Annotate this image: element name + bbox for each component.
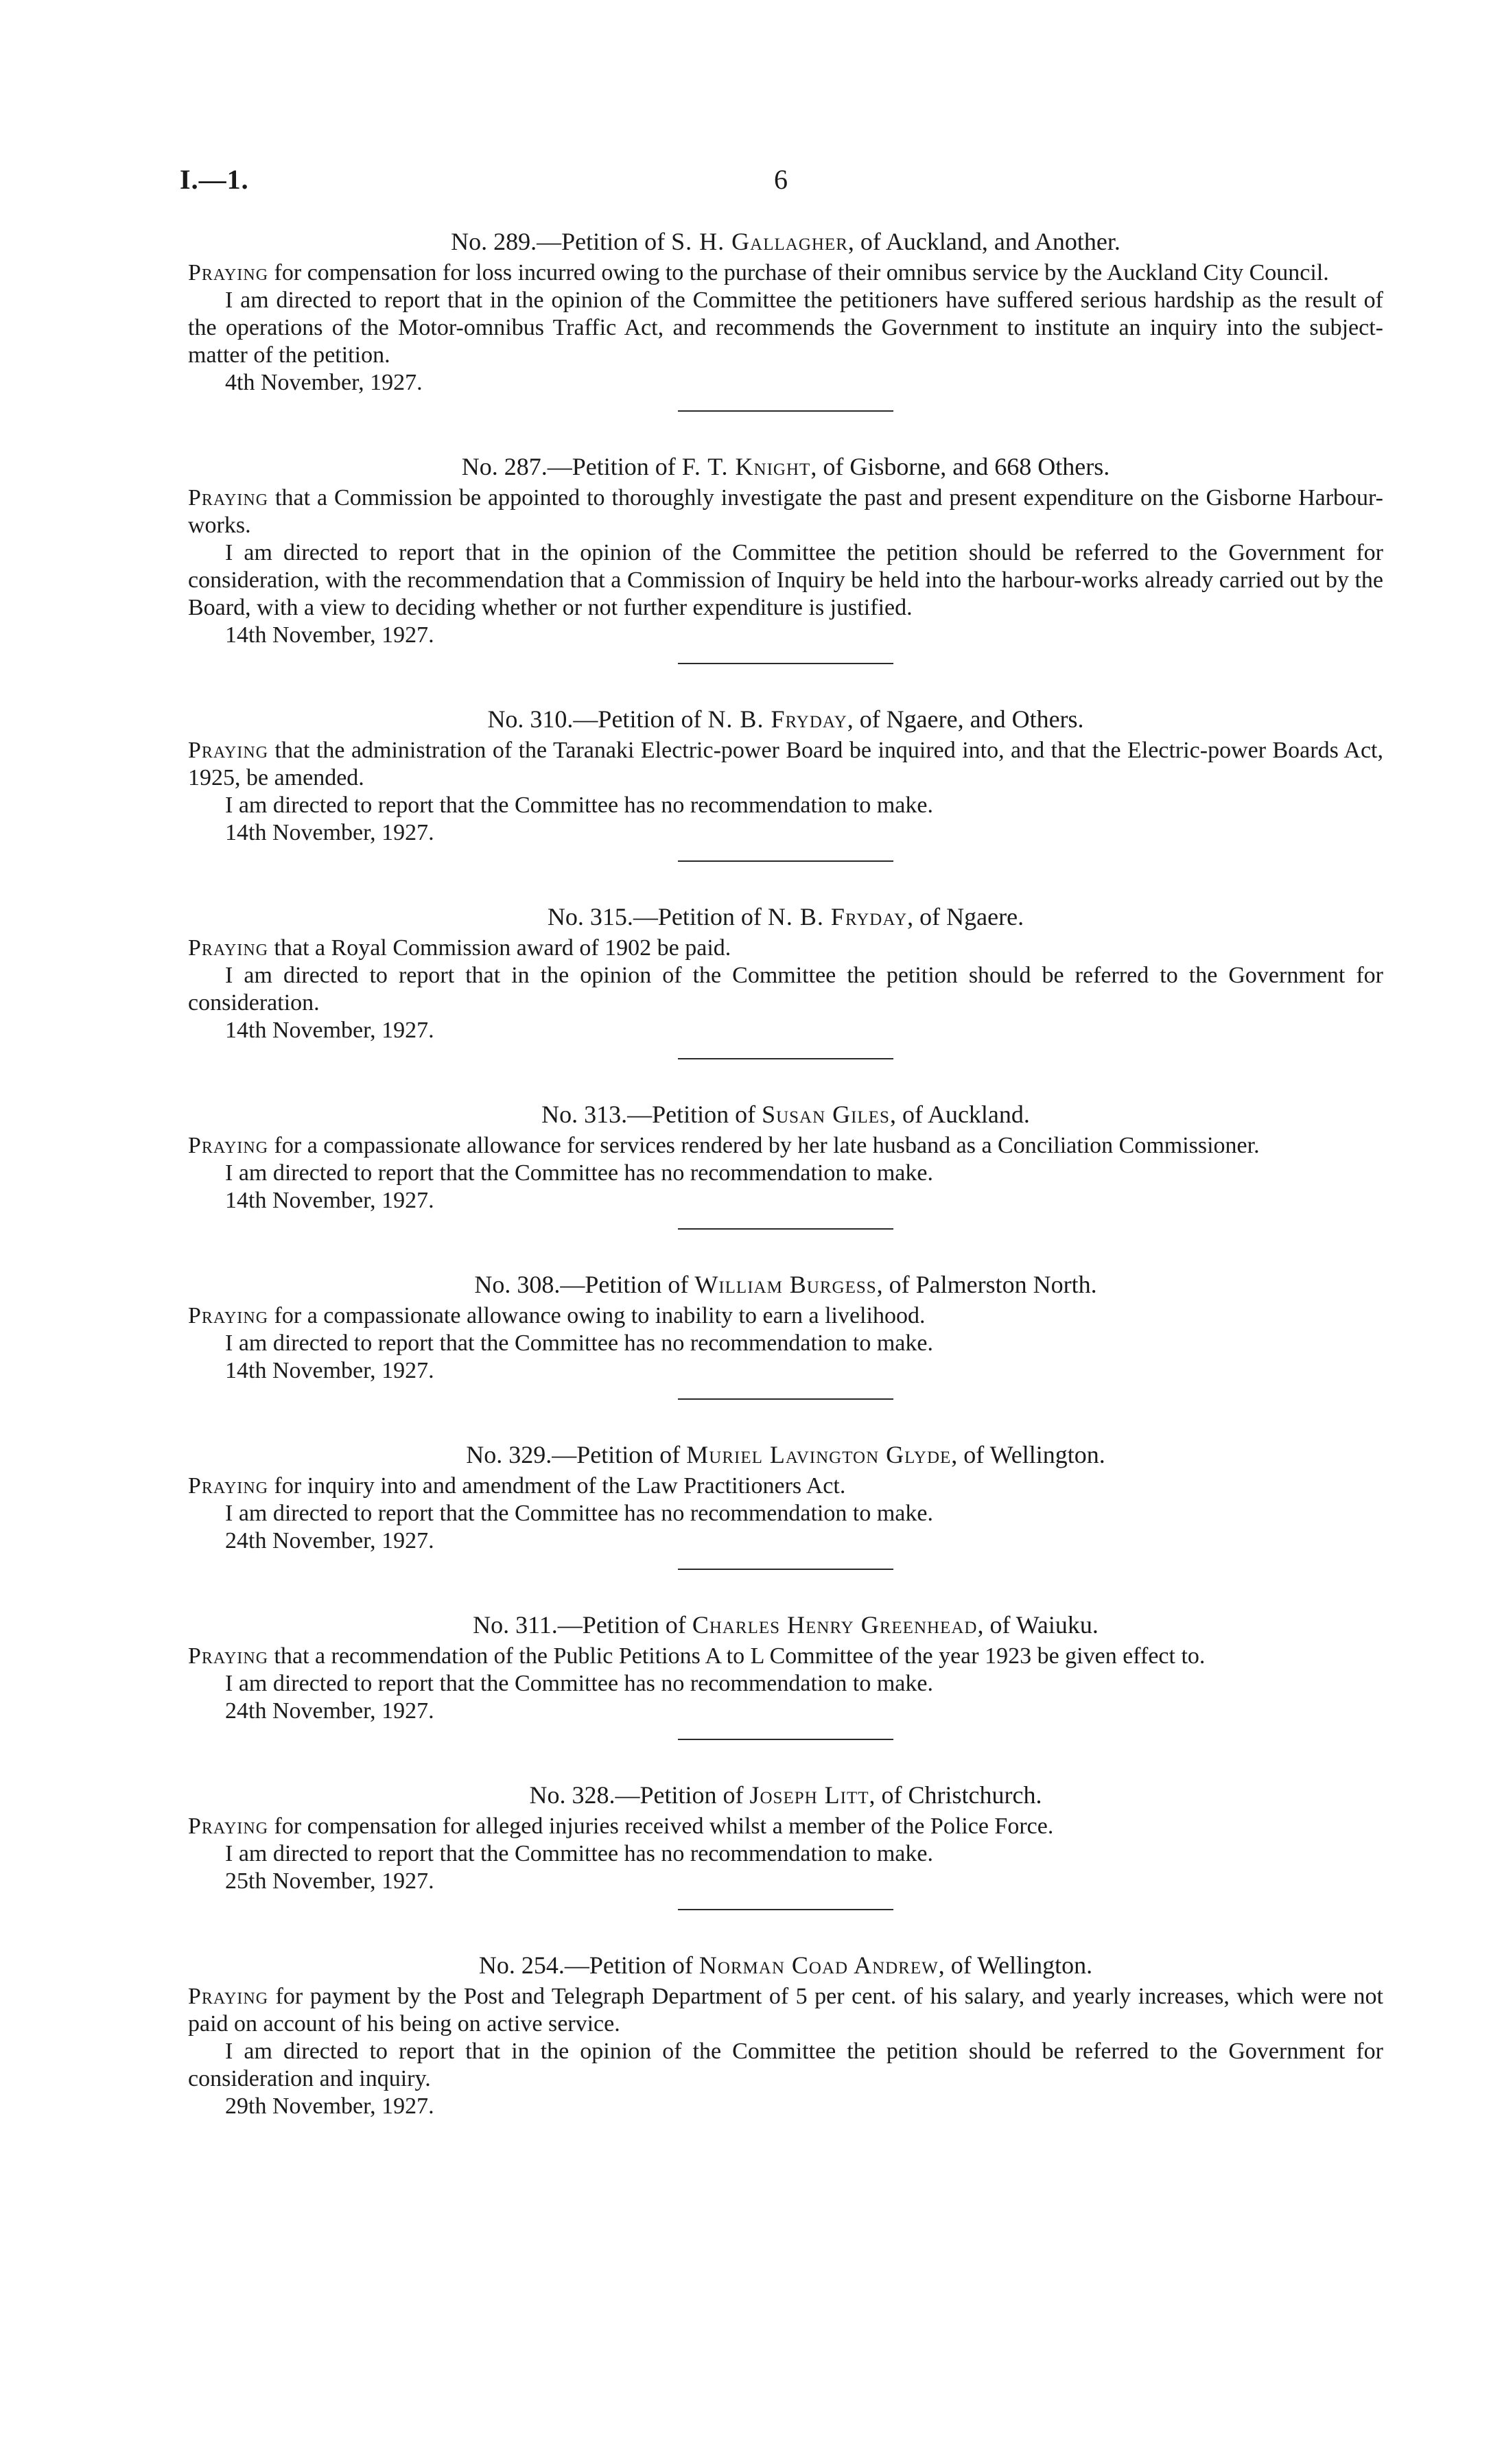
petition-title: No. 328.—Petition of Joseph Litt, of Christchurch. xyxy=(529,1781,1042,1809)
petition-287 xyxy=(188,451,1383,649)
report-date: 14th November, 1927. xyxy=(225,622,434,648)
praying-label: Praying xyxy=(188,738,269,763)
petition-254 xyxy=(188,1950,1383,2120)
report-date: 14th November, 1927. xyxy=(225,1018,434,1043)
petitioner-name: N. B. Fryday xyxy=(707,705,847,733)
petitioner-name: Norman Coad Andrew xyxy=(698,1951,939,1979)
praying-paragraph: Praying for inquiry into and amendment of the Law Practitioners Act. xyxy=(188,1473,846,1499)
committee-report: I am directed to report that the Committee has no recommendation to make. xyxy=(225,1671,933,1696)
petitioner-name: Joseph Litt xyxy=(749,1781,869,1809)
report-date: 24th November, 1927. xyxy=(225,1698,434,1724)
praying-label: Praying xyxy=(188,1643,269,1669)
petition-title: No. 315.—Petition of N. B. Fryday, of Ngaere. xyxy=(547,903,1024,930)
page-header xyxy=(180,163,1387,204)
praying-label: Praying xyxy=(188,1303,269,1328)
praying-paragraph: Praying for payment by the Post and Telegraph Department of 5 per cent. of his salary, and yearly increases, which were not paid on account of his being on active service. xyxy=(188,1984,1383,2037)
petition-title: No. 254.—Petition of Norman Coad Andrew, of Wellington. xyxy=(478,1951,1093,1979)
report-date: 14th November, 1927. xyxy=(225,1358,434,1383)
petitioner-name: Susan Giles xyxy=(762,1101,890,1128)
petitioner-name: S. H. Gallagher xyxy=(671,228,848,255)
committee-report: I am directed to report that in the opinion of the Committee the petition should be referred to the Government for consideration, with the recommendation that a Commission of Inquiry be held into the harbour-works already carried out by the Board, with a view to deciding whether or not further expenditure is justified. xyxy=(188,540,1383,620)
petitioner-name: Muriel Lavington Glyde xyxy=(686,1441,952,1468)
section-divider xyxy=(678,1739,893,1740)
committee-report: I am directed to report that the Committee has no recommendation to make. xyxy=(225,793,933,818)
report-date: 14th November, 1927. xyxy=(225,1188,434,1213)
praying-paragraph: Praying that the administration of the Taranaki Electric-power Board be inquired into, and that the Electric-power Boards Act, 1925, be amended. xyxy=(188,738,1383,790)
committee-report: I am directed to report that in the opinion of the Committee the petition should be referred to the Government for consideration and inquiry. xyxy=(188,2039,1383,2091)
petition-title: No. 289.—Petition of S. H. Gallagher, of Auckland, and Another. xyxy=(451,228,1120,255)
section-divider xyxy=(678,1228,893,1230)
committee-report: I am directed to report that the Committee has no recommendation to make. xyxy=(225,1160,933,1186)
section-divider xyxy=(678,1398,893,1400)
paper-reference: I.—1. xyxy=(180,164,249,195)
page-number: 6 xyxy=(774,164,788,195)
petition-329 xyxy=(188,1440,1383,1555)
petition-title: No. 310.—Petition of N. B. Fryday, of Ngaere, and Others. xyxy=(487,705,1084,733)
report-date: 25th November, 1927. xyxy=(225,1868,434,1894)
praying-paragraph: Praying that a Royal Commission award of 1902 be paid. xyxy=(188,935,731,961)
section-divider xyxy=(678,1058,893,1059)
petition-328 xyxy=(188,1780,1383,1895)
report-date: 14th November, 1927. xyxy=(225,820,434,845)
petition-315 xyxy=(188,902,1383,1044)
section-divider xyxy=(678,410,893,412)
praying-label: Praying xyxy=(188,1473,269,1499)
petition-title: No. 308.—Petition of William Burgess, of Palmerston North. xyxy=(474,1271,1097,1298)
section-divider xyxy=(678,663,893,664)
committee-report: I am directed to report that the Committee has no recommendation to make. xyxy=(225,1841,933,1866)
petition-title: No. 287.—Petition of F. T. Knight, of Gisborne, and 668 Others. xyxy=(461,453,1110,480)
committee-report: I am directed to report that the Committee has no recommendation to make. xyxy=(225,1330,933,1356)
praying-paragraph: Praying for compensation for loss incurred owing to the purchase of their omnibus service by the Auckland City Council. xyxy=(188,260,1329,285)
petition-title: No. 329.—Petition of Muriel Lavington Glyde, of Wellington. xyxy=(466,1441,1105,1468)
committee-report: I am directed to report that the Committee has no recommendation to make. xyxy=(225,1501,933,1526)
petitioner-name: William Burgess xyxy=(694,1271,877,1298)
petitioner-name: F. T. Knight xyxy=(681,453,811,480)
praying-paragraph: Praying that a recommendation of the Public Petitions A to L Committee of the year 1923 be given effect to. xyxy=(188,1643,1206,1669)
section-divider xyxy=(678,1569,893,1570)
report-date: 24th November, 1927. xyxy=(225,1528,434,1553)
petition-310 xyxy=(188,704,1383,847)
section-divider xyxy=(678,1909,893,1910)
petition-title: No. 313.—Petition of Susan Giles, of Auckland. xyxy=(541,1101,1030,1128)
petition-313 xyxy=(188,1099,1383,1215)
praying-label: Praying xyxy=(188,1133,269,1158)
petition-289 xyxy=(188,226,1383,397)
praying-paragraph: Praying that a Commission be appointed to thoroughly investigate the past and present expenditure on the Gisborne Harbour-works. xyxy=(188,485,1383,538)
praying-label: Praying xyxy=(188,260,269,285)
petitioner-name: Charles Henry Greenhead xyxy=(692,1611,978,1639)
praying-paragraph: Praying for a compassionate allowance owing to inability to earn a livelihood. xyxy=(188,1303,926,1328)
petitions-body xyxy=(188,226,1383,2120)
section-divider xyxy=(678,860,893,862)
praying-label: Praying xyxy=(188,485,269,511)
petition-311 xyxy=(188,1610,1383,1725)
report-date: 29th November, 1927. xyxy=(225,2093,434,2119)
committee-report: I am directed to report that in the opinion of the Committee the petitioners have suffered serious hardship as the result of the operations of the Motor-omnibus Traffic Act, and recommends the Government to institute an inquiry into the subject-matter of the petition. xyxy=(188,288,1383,368)
praying-label: Praying xyxy=(188,935,269,961)
praying-label: Praying xyxy=(188,1984,269,2009)
report-date: 4th November, 1927. xyxy=(225,370,423,395)
petition-title: No. 311.—Petition of Charles Henry Greenhead, of Waiuku. xyxy=(473,1611,1099,1639)
praying-label: Praying xyxy=(188,1814,269,1839)
petition-308 xyxy=(188,1269,1383,1385)
praying-paragraph: Praying for a compassionate allowance for services rendered by her late husband as a Conciliation Commissioner. xyxy=(188,1133,1260,1158)
praying-paragraph: Praying for compensation for alleged injuries received whilst a member of the Police Force. xyxy=(188,1814,1054,1839)
committee-report: I am directed to report that in the opinion of the Committee the petition should be referred to the Government for consideration. xyxy=(188,963,1383,1016)
petitioner-name: N. B. Fryday xyxy=(767,903,908,930)
